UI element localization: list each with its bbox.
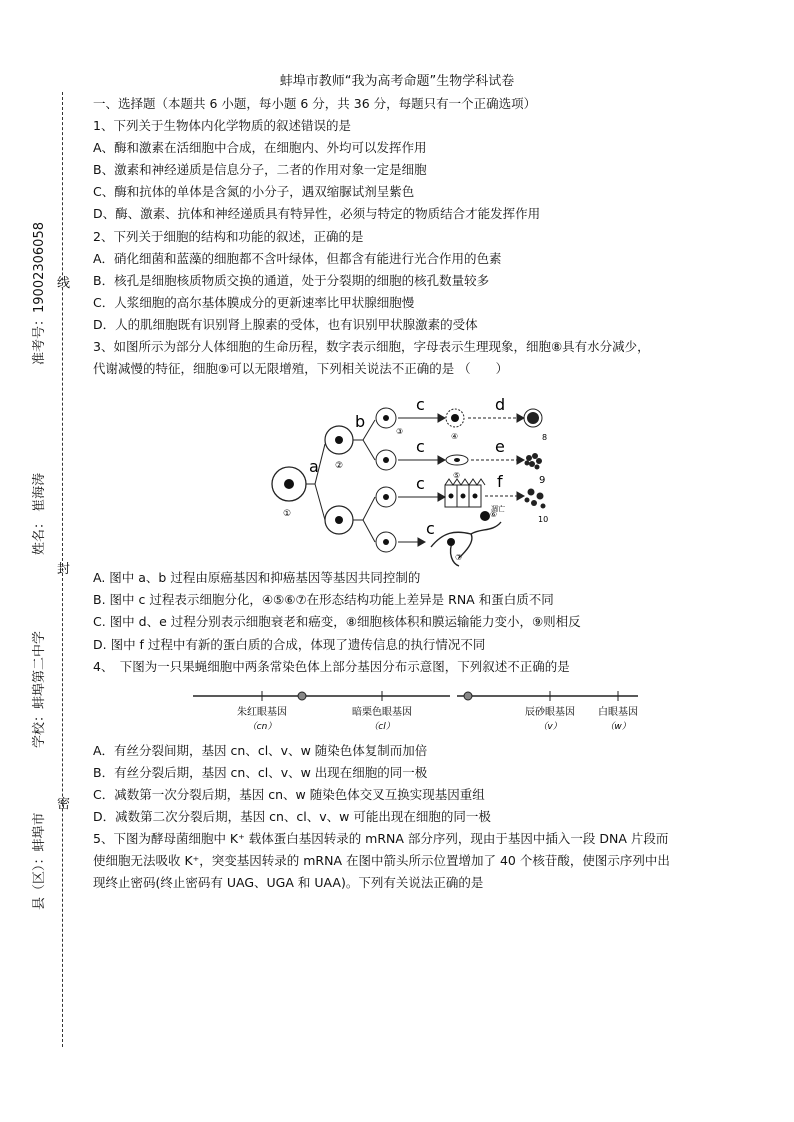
process-label: a <box>309 457 319 477</box>
gene-map-figure <box>93 686 733 740</box>
cell-diagram <box>93 382 733 567</box>
cell-label: ① <box>283 509 292 520</box>
question-stem: 代谢减慢的特征，细胞⑨可以无限增殖，下列相关说法不正确的是 （ ） <box>93 361 509 377</box>
gene-name: 暗栗色眼基因 <box>352 706 412 718</box>
gene-name: 朱红眼基因 <box>237 706 287 718</box>
apoptosis-note: 凋亡 <box>491 505 505 514</box>
question-stem: 3、如图所示为部分人体细胞的生命历程，数字表示细胞，字母表示生理现象，细胞⑧具有水分减少， <box>93 339 650 355</box>
option: B. 图中 c 过程表示细胞分化，④⑤⑥⑦在形态结构功能上差异是 RNA 和蛋白质不同 <box>93 592 554 608</box>
option: C．人浆细胞的高尔基体膜成分的更新速率比甲状腺细胞慢 <box>93 294 415 310</box>
process-label: c <box>416 474 425 494</box>
cell-label: ④ <box>451 432 459 442</box>
cell-label: 9 <box>539 475 546 487</box>
cell-life-history-figure <box>93 382 733 567</box>
option: B．有丝分裂后期，基因 cn、cl、v、w 出现在细胞的同一极 <box>93 764 428 780</box>
exam-content <box>93 93 733 894</box>
seal-mark: 封 <box>57 562 71 577</box>
option: B．核孔是细胞核质物质交换的通道，处于分裂期的细胞的核孔数量较多 <box>93 272 490 288</box>
chromosome-diagram <box>93 686 733 740</box>
binding-sidebar <box>0 0 90 1122</box>
option: C. 图中 d、e 过程分别表示细胞衰老和癌变，⑧细胞核体积和膜运输能力变小，⑨则相反 <box>93 614 581 630</box>
cell-label: ⑦ <box>455 553 463 563</box>
county-label: 县（区）：蚌埠市 <box>32 812 47 910</box>
process-label: e <box>495 437 505 457</box>
gene-name: 白眼基因 <box>598 706 638 718</box>
school-label: 学校：蚌埠第二中学 <box>32 630 47 748</box>
question-stem: 现终止密码(终止密码有 UAG、UGA 和 UAA)。下列有关说法正确的是 <box>93 875 484 891</box>
question-stem: 5、下图为酵母菌细胞中 K⁺ 载体蛋白基因转录的 mRNA 部分序列，现由于基因中插入一段 DNA 片段而 <box>93 831 669 847</box>
cell-label: 10 <box>538 515 549 525</box>
option: D、酶、激素、抗体和神经递质具有特异性，必须与特定的物质结合才能发挥作用 <box>93 206 541 222</box>
section-heading: 一、选择题（本题共 6 小题，每小题 6 分，共 36 分，每题只有一个正确选项） <box>93 96 537 111</box>
cell-label: ③ <box>396 427 404 437</box>
option: A、酶和激素在活细胞中合成，在细胞内、外均可以发挥作用 <box>93 140 427 156</box>
process-label: c <box>416 437 425 457</box>
option: D．减数第二次分裂后期，基因 cn、cl、v、w 可能出现在细胞的同一极 <box>93 808 491 824</box>
question-stem: 使细胞无法吸收 K⁺，突变基因转录的 mRNA 在图中箭头所示位置增加了 40 个核苷酸，使图示序列中出 <box>93 853 670 869</box>
page-title: 蚌埠市教师“我为高考命题”生物学科试卷 <box>279 74 515 89</box>
cell-label: ⑥ <box>490 510 498 520</box>
exam-id-label: 准考号：19002306058 <box>32 222 47 365</box>
gene-symbol: （v） <box>538 721 562 732</box>
option: D．人的肌细胞既有识别肾上腺素的受体，也有识别甲状腺激素的受体 <box>93 316 478 332</box>
option: A. 图中 a、b 过程由原癌基因和抑癌基因等基因共同控制的 <box>93 570 421 586</box>
process-label: d <box>495 395 506 415</box>
option: D. 图中 f 过程中有新的蛋白质的合成，体现了遗传信息的执行情况不同 <box>93 636 486 652</box>
question-stem: 4、 下图为一只果蝇细胞中两条常染色体上部分基因分布示意图，下列叙述不正确的是 <box>93 658 570 674</box>
process-label: c <box>426 519 435 539</box>
cell-label: 8 <box>542 433 548 443</box>
question-stem: 1、下列关于生物体内化学物质的叙述错误的是 <box>93 118 351 134</box>
option: C、酶和抗体的单体是含氮的小分子，遇双缩脲试剂呈紫色 <box>93 184 415 200</box>
gene-name: 辰砂眼基因 <box>525 706 575 718</box>
cell-label: ⑤ <box>453 471 461 481</box>
line-mark: 线 <box>57 276 71 291</box>
process-label: c <box>416 395 425 415</box>
process-label: b <box>355 412 366 432</box>
option: A．硝化细菌和蓝藻的细胞都不含叶绿体，但都含有能进行光合作用的色素 <box>93 250 502 266</box>
gene-symbol: （cn） <box>247 721 277 732</box>
cell-label: ② <box>335 461 344 472</box>
gene-symbol: （w） <box>605 721 631 732</box>
gene-symbol: （cl） <box>369 721 395 732</box>
name-label: 姓名： 崔海涛 <box>32 472 47 555</box>
option: B、激素和神经递质是信息分子，二者的作用对象一定是细胞 <box>93 162 427 178</box>
question-stem: 2、下列关于细胞的结构和功能的叙述，正确的是 <box>93 228 364 244</box>
option: C．减数第一次分裂后期，基因 cn、w 随染色体交叉互换实现基因重组 <box>93 786 485 802</box>
process-label: f <box>497 472 503 492</box>
secret-mark: 密 <box>57 797 71 812</box>
option: A．有丝分裂间期，基因 cn、cl、v、w 随染色体复制而加倍 <box>93 742 428 758</box>
